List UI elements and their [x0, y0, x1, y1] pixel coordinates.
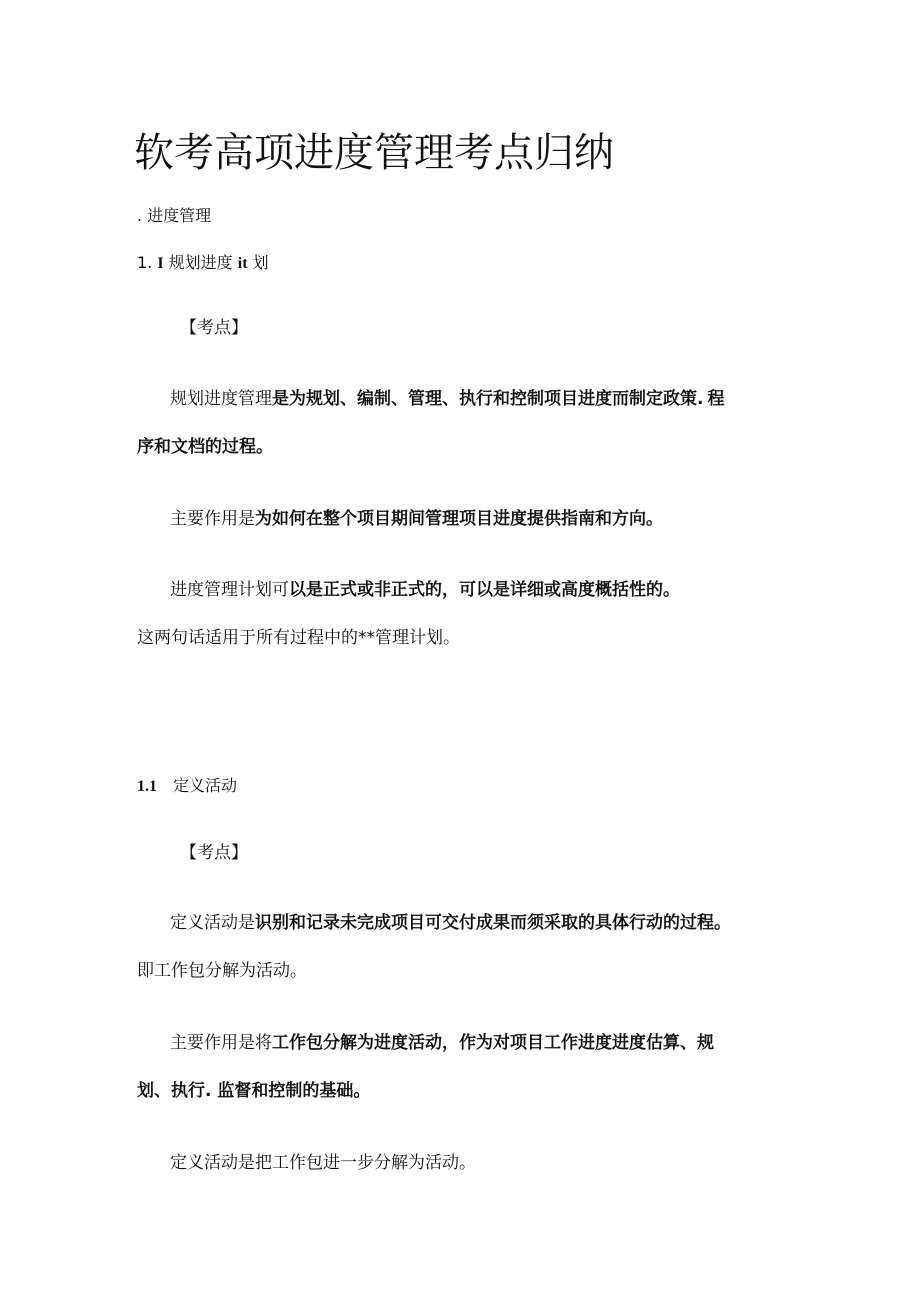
section-title-bold: it — [237, 255, 248, 272]
section-title-part: 划 — [247, 253, 269, 272]
document-title: 软考高项进度管理考点归纳 — [134, 130, 614, 176]
section-number-prefix: 1. — [137, 253, 158, 272]
paragraph-continuation — [137, 1080, 370, 1102]
paragraph — [170, 1032, 714, 1054]
section-number-bold: I — [157, 255, 164, 272]
paragraph — [170, 508, 663, 530]
paragraph-lead: 主要作用是将 — [170, 1033, 272, 1053]
section-heading-1 — [137, 252, 269, 275]
paragraph-bold: . 监督和控制的基础。 — [205, 1081, 371, 1101]
paragraph-bold: 划、执行 — [137, 1081, 205, 1101]
paragraph-lead: 主要作用是 — [170, 509, 255, 529]
chapter-heading: . 进度管理 — [137, 206, 212, 225]
keypoint-tag: 【考点】 — [180, 318, 248, 338]
paragraph-lead: 进度管理计划可 — [170, 580, 289, 600]
paragraph-lead: 定义活动是 — [170, 913, 255, 933]
paragraph-lead: 规划进度管理 — [170, 389, 272, 409]
paragraph-continuation: 即工作包分解为活动。 — [137, 961, 307, 981]
paragraph-bold: 是为规划、编制、管理、执行和控制项目进度而制定政策. — [272, 389, 704, 409]
paragraph: 这两句话适用于所有过程中的**管理计划。 — [137, 628, 460, 648]
section-heading-2 — [137, 775, 237, 798]
keypoint-tag: 【考点】 — [180, 843, 248, 863]
paragraph-bold: 为如何在整个项目期间管理项目进度提供指南和方向。 — [255, 509, 663, 529]
paragraph-bold: 程 — [707, 389, 725, 409]
paragraph-bold: 以是正式或非正式的，可以是详细或高度概括性的。 — [289, 580, 680, 600]
paragraph — [170, 579, 680, 601]
section-title-part: 规划进度 — [163, 253, 238, 272]
paragraph-bold: 识别和记录未完成项目可交付成果而须采取的具体行动的过程。 — [255, 913, 731, 933]
paragraph — [170, 912, 731, 934]
paragraph-continuation: 序和文档的过程。 — [137, 437, 273, 457]
paragraph-bold: 工作包分解为进度活动，作为对项目工作进度进度估算、规 — [272, 1033, 714, 1053]
section-number: 1.1 — [137, 778, 157, 795]
paragraph — [170, 388, 724, 410]
section-title: 定义活动 — [173, 776, 238, 795]
paragraph: 定义活动是把工作包进一步分解为活动。 — [170, 1153, 476, 1173]
